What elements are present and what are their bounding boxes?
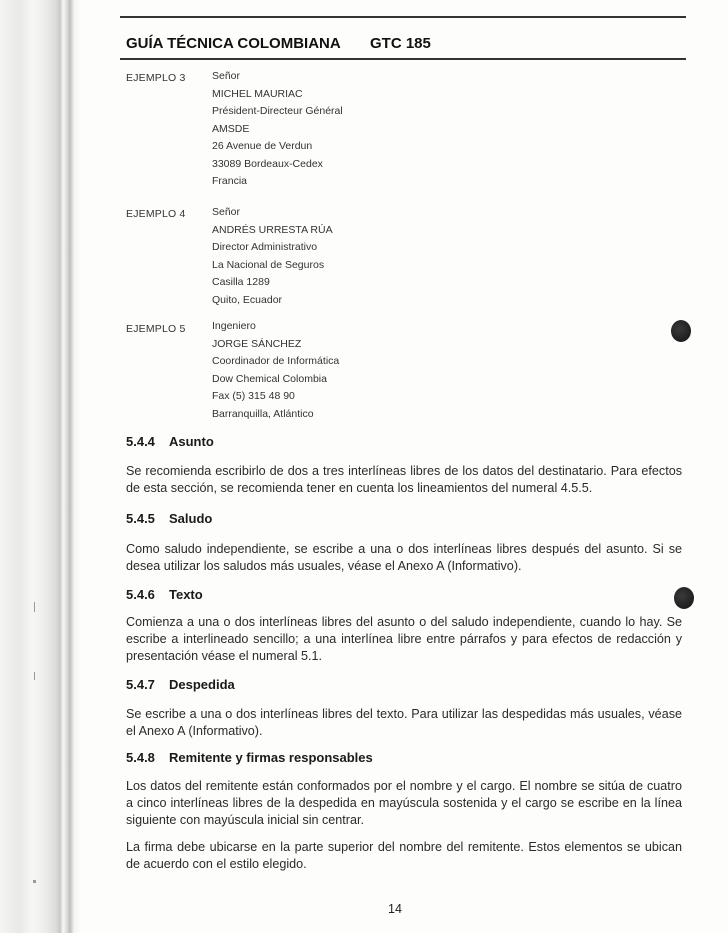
section-heading bbox=[126, 750, 373, 765]
section-heading bbox=[126, 587, 203, 602]
section-paragraph: La firma debe ubicarse en la parte superior del nombre del remitente. Estos elementos se ubican de acuerdo con el estilo elegido. bbox=[126, 840, 682, 871]
address-line: JORGE SÁNCHEZ bbox=[212, 337, 302, 350]
document-title: GUÍA TÉCNICA COLOMBIANA bbox=[126, 35, 341, 52]
address-line: AMSDE bbox=[212, 122, 250, 135]
address-line: Barranquilla, Atlántico bbox=[212, 407, 314, 420]
address-line: MICHEL MAURIAC bbox=[212, 87, 303, 100]
address-line: Director Administrativo bbox=[212, 241, 318, 253]
example-address bbox=[212, 204, 333, 309]
section-heading bbox=[126, 511, 212, 526]
address-line: Fax (5) 315 48 90 bbox=[212, 390, 295, 402]
scan-binding-edge bbox=[0, 0, 80, 933]
address-line: La Nacional de Seguros bbox=[212, 258, 325, 271]
document-header bbox=[126, 35, 431, 52]
section-title: Remitente y firmas responsables bbox=[169, 750, 373, 765]
address-line: Señor bbox=[212, 206, 241, 218]
address-line: ANDRÉS URRESTA RÚA bbox=[212, 223, 333, 236]
section-number: 5.4.4 bbox=[126, 434, 155, 449]
scan-speck bbox=[34, 672, 35, 680]
example-label: EJEMPLO 4 bbox=[126, 208, 186, 220]
section-number: 5.4.7 bbox=[126, 677, 155, 692]
document-code: GTC 185 bbox=[370, 35, 431, 52]
section-title: Texto bbox=[169, 587, 203, 602]
header-top-rule bbox=[120, 16, 686, 18]
example-label: EJEMPLO 3 bbox=[126, 72, 186, 84]
address-line: Señor bbox=[212, 70, 241, 82]
example-address bbox=[212, 68, 343, 191]
address-line: Dow Chemical Colombia bbox=[212, 372, 327, 385]
example-label: EJEMPLO 5 bbox=[126, 323, 186, 335]
section-title: Despedida bbox=[169, 677, 235, 692]
address-line: Coordinador de Informática bbox=[212, 355, 340, 367]
section-number: 5.4.5 bbox=[126, 511, 155, 526]
example-address bbox=[212, 318, 339, 423]
section-number: 5.4.8 bbox=[126, 750, 155, 765]
section-paragraph: Se escribe a una o dos interlíneas libres del texto. Para utilizar las despedidas más usuales, véase el Anexo A (Informativo). bbox=[126, 707, 682, 738]
header-bottom-rule bbox=[120, 58, 686, 60]
punch-hole bbox=[674, 587, 694, 609]
page-number: 14 bbox=[388, 902, 402, 916]
punch-hole bbox=[671, 320, 691, 342]
section-paragraph: Se recomienda escribirlo de dos a tres interlíneas libres de los datos del destinatario. Para efectos de esta sección, se recomienda tener en cuenta los lineamientos del numeral 4.5.5. bbox=[126, 464, 682, 495]
scan-speck bbox=[34, 602, 35, 612]
section-heading bbox=[126, 677, 235, 692]
section-title: Saludo bbox=[169, 511, 213, 526]
section-paragraph: Los datos del remitente están conformados por el nombre y el cargo. El nombre se sitúa de cuatro a cinco interlíneas libres de la despedida en mayúscula sostenida y el cargo se escribe en la línea siguiente con mayúscula inicial sin centrar. bbox=[126, 779, 682, 827]
address-line: Ingeniero bbox=[212, 320, 256, 332]
address-line: Quito, Ecuador bbox=[212, 293, 283, 306]
address-line: Président-Directeur Général bbox=[212, 105, 343, 117]
section-paragraph: Como saludo independiente, se escribe a una o dos interlíneas libres después del asunto. Si se desea utilizar los saludos más usuales, véase el Anexo A (Informativo). bbox=[126, 542, 682, 573]
address-line: 26 Avenue de Verdun bbox=[212, 140, 313, 152]
section-paragraph: Comienza a una o dos interlíneas libres del asunto o del saludo independiente, cuando lo hay. Se escribe a interlineado sencillo; a una interlínea libre entre párrafos y para efectos de redacción y presentación véase el numeral 5.1. bbox=[126, 615, 682, 663]
section-title: Asunto bbox=[169, 434, 214, 449]
scan-speck bbox=[33, 880, 36, 883]
address-line: 33089 Bordeaux-Cedex bbox=[212, 157, 323, 170]
section-number: 5.4.6 bbox=[126, 587, 155, 602]
section-heading bbox=[126, 434, 214, 449]
address-line: Francia bbox=[212, 175, 248, 187]
address-line: Casilla 1289 bbox=[212, 276, 270, 288]
